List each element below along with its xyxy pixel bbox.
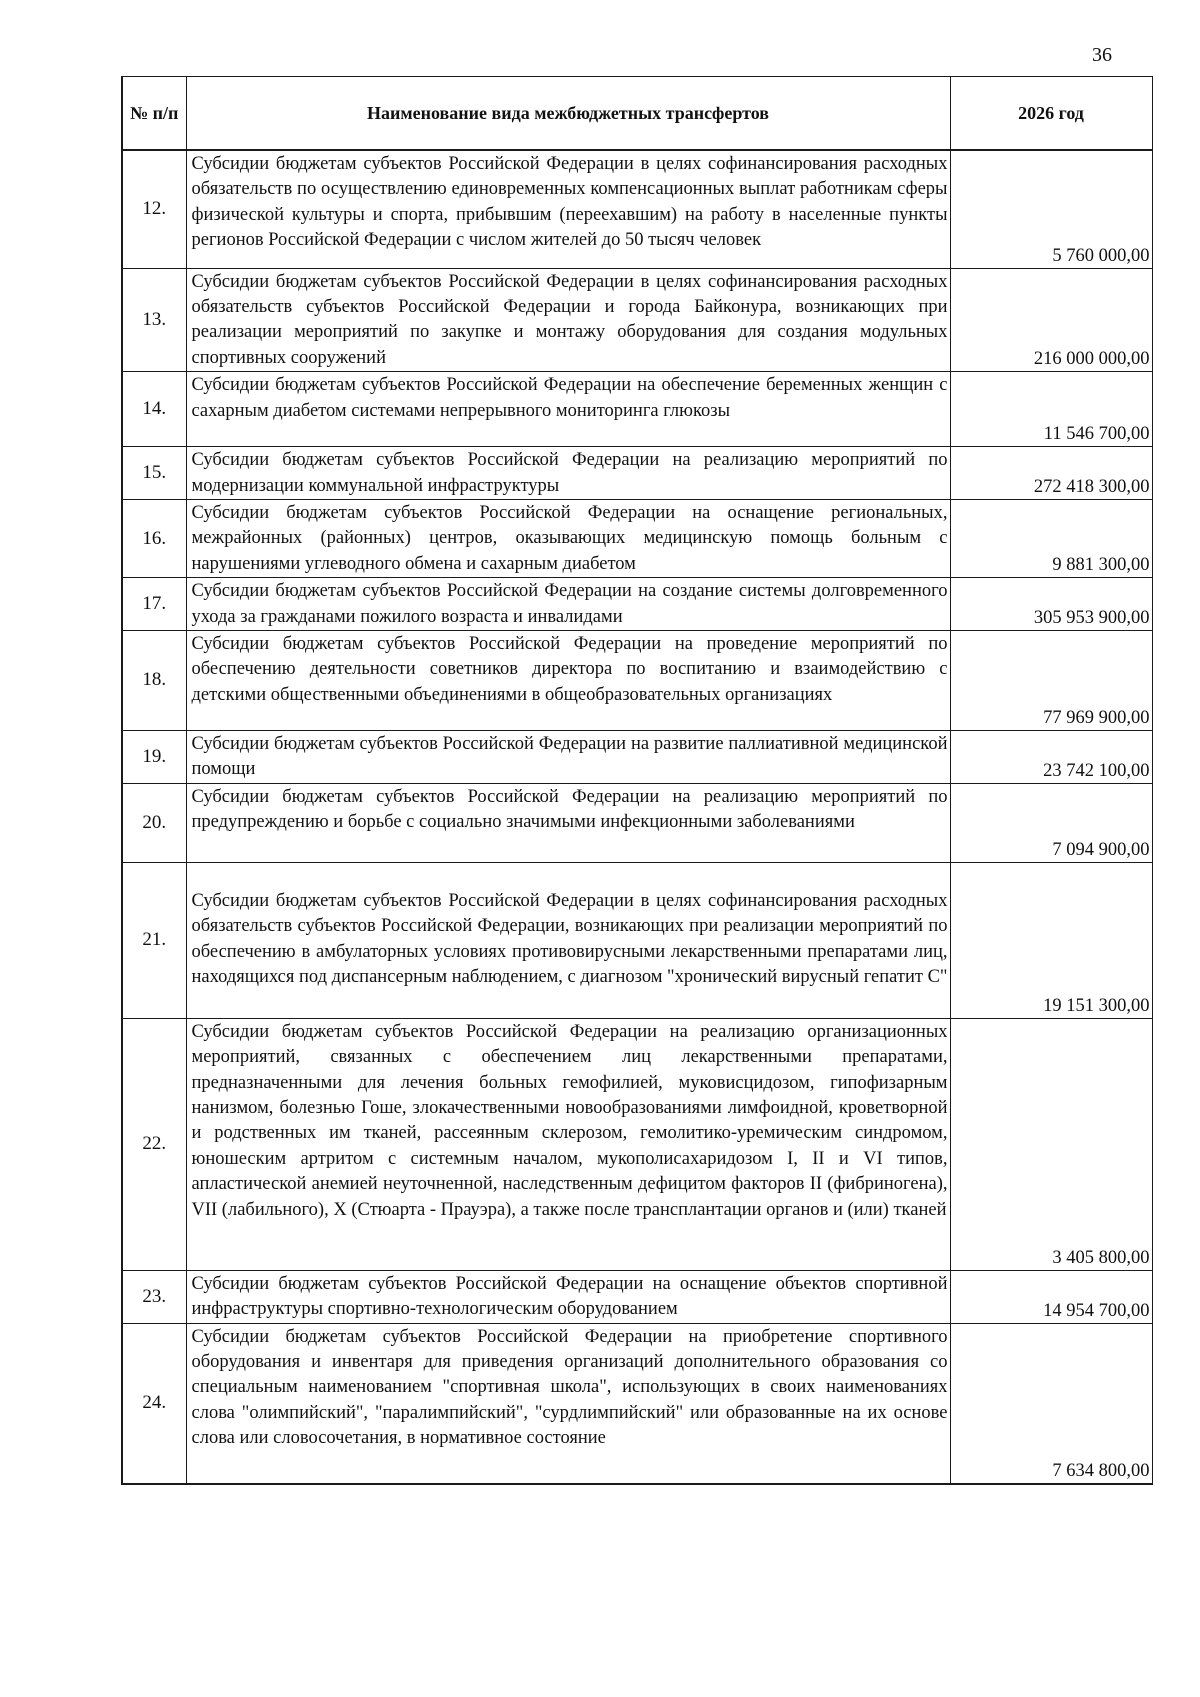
row-number: 14. xyxy=(122,372,186,447)
row-number: 18. xyxy=(122,630,186,730)
table-row xyxy=(122,783,1152,862)
row-amount: 14 954 700,00 xyxy=(950,1270,1152,1323)
row-description: Субсидии бюджетам субъектов Российской Федерации на оснащение объектов спортивной инфраструктуры спортивно-технологическим оборудованием xyxy=(186,1270,950,1323)
transfers-table xyxy=(121,76,1153,1485)
row-description: Субсидии бюджетам субъектов Российской Федерации на реализацию организационных мероприятий, связанных с обеспечением лиц лекарственными препаратами, предназначенными для лечения больных гемофилией, муковисцидозом, гипофизарным нанизмом, болезнью Гоше, злокачественными новообразованиями лимфоидной, кроветворной и родственных им тканей, рассеянным склерозом, гемолитико-уремическим синдромом, юношеским артритом с системным началом, мукополисахаридозом I, II и VI типов, апластической анемией неуточненной, наследственным дефицитом факторов II (фибриногена), VII (лабильного), X (Стюарта - Прауэра), а также после трансплантации органов и (или) тканей xyxy=(186,1018,950,1270)
row-description: Субсидии бюджетам субъектов Российской Федерации на проведение мероприятий по обеспечению деятельности советников директора по воспитанию и взаимодействию с детскими общественными объединениями в общеобразовательных организациях xyxy=(186,630,950,730)
row-number: 12. xyxy=(122,150,186,268)
table-header-row xyxy=(122,77,1152,151)
table-row xyxy=(122,447,1152,500)
row-amount: 5 760 000,00 xyxy=(950,150,1152,268)
row-amount: 77 969 900,00 xyxy=(950,630,1152,730)
row-amount: 272 418 300,00 xyxy=(950,447,1152,500)
table-row xyxy=(122,862,1152,1018)
row-number: 16. xyxy=(122,499,186,577)
row-amount: 7 094 900,00 xyxy=(950,783,1152,862)
row-number: 19. xyxy=(122,730,186,783)
table-row xyxy=(122,730,1152,783)
row-description: Субсидии бюджетам субъектов Российской Федерации в целях софинансирования расходных обязательств субъектов Российской Федерации, возникающих при реализации мероприятий по обеспечению в амбулаторных условиях противовирусными лекарственными препаратами лиц, находящихся под диспансерным наблюдением, с диагнозом "хронический вирусный гепатит С" xyxy=(186,862,950,1018)
table-row xyxy=(122,630,1152,730)
table-row xyxy=(122,268,1152,372)
row-amount: 23 742 100,00 xyxy=(950,730,1152,783)
page-number: 36 xyxy=(1092,44,1112,66)
row-number: 22. xyxy=(122,1018,186,1270)
header-year: 2026 год xyxy=(950,77,1152,151)
row-number: 13. xyxy=(122,268,186,372)
row-amount: 305 953 900,00 xyxy=(950,578,1152,631)
row-description: Субсидии бюджетам субъектов Российской Федерации в целях софинансирования расходных обязательств по осуществлению единовременных компенсационных выплат работникам сферы физической культуры и спорта, прибывшим (переехавшим) на работу в населенные пункты регионов Российской Федерации с числом жителей до 50 тысяч человек xyxy=(186,150,950,268)
row-description: Субсидии бюджетам субъектов Российской Федерации на обеспечение беременных женщин с сахарным диабетом системами непрерывного мониторинга глюкозы xyxy=(186,372,950,447)
table-row xyxy=(122,1323,1152,1484)
row-number: 17. xyxy=(122,578,186,631)
table-row xyxy=(122,1018,1152,1270)
row-description: Субсидии бюджетам субъектов Российской Федерации на оснащение региональных, межрайонных (районных) центров, оказывающих медицинскую помощь больным с нарушениями углеводного обмена и сахарным диабетом xyxy=(186,499,950,577)
header-name: Наименование вида межбюджетных трансфертов xyxy=(186,77,950,151)
table-row xyxy=(122,499,1152,577)
row-description: Субсидии бюджетам субъектов Российской Федерации на приобретение спортивного оборудования и инвентаря для приведения организаций дополнительного образования со специальным наименованием "спортивная школа", использующих в своих наименованиях слова "олимпийский", "паралимпийский", "сурдлимпийский" или образованные на их основе слова или словосочетания, в нормативное состояние xyxy=(186,1323,950,1484)
row-number: 23. xyxy=(122,1270,186,1323)
row-number: 15. xyxy=(122,447,186,500)
row-number: 21. xyxy=(122,862,186,1018)
row-amount: 3 405 800,00 xyxy=(950,1018,1152,1270)
row-number: 24. xyxy=(122,1323,186,1484)
row-amount: 19 151 300,00 xyxy=(950,862,1152,1018)
row-description: Субсидии бюджетам субъектов Российской Федерации на создание системы долговременного ухода за гражданами пожилого возраста и инвалидами xyxy=(186,578,950,631)
row-description: Субсидии бюджетам субъектов Российской Федерации на развитие паллиативной медицинской помощи xyxy=(186,730,950,783)
row-amount: 7 634 800,00 xyxy=(950,1323,1152,1484)
row-amount: 9 881 300,00 xyxy=(950,499,1152,577)
row-amount: 216 000 000,00 xyxy=(950,268,1152,372)
row-description: Субсидии бюджетам субъектов Российской Федерации на реализацию мероприятий по предупреждению и борьбе с социально значимыми инфекционными заболеваниями xyxy=(186,783,950,862)
table-row xyxy=(122,1270,1152,1323)
table-row xyxy=(122,150,1152,268)
row-number: 20. xyxy=(122,783,186,862)
row-description: Субсидии бюджетам субъектов Российской Федерации на реализацию мероприятий по модернизации коммунальной инфраструктуры xyxy=(186,447,950,500)
table-row xyxy=(122,578,1152,631)
row-amount: 11 546 700,00 xyxy=(950,372,1152,447)
row-description: Субсидии бюджетам субъектов Российской Федерации в целях софинансирования расходных обязательств субъектов Российской Федерации и города Байконура, возникающих при реализации мероприятий по закупке и монтажу оборудования для создания модульных спортивных сооружений xyxy=(186,268,950,372)
header-num: № п/п xyxy=(122,77,186,151)
table-row xyxy=(122,372,1152,447)
